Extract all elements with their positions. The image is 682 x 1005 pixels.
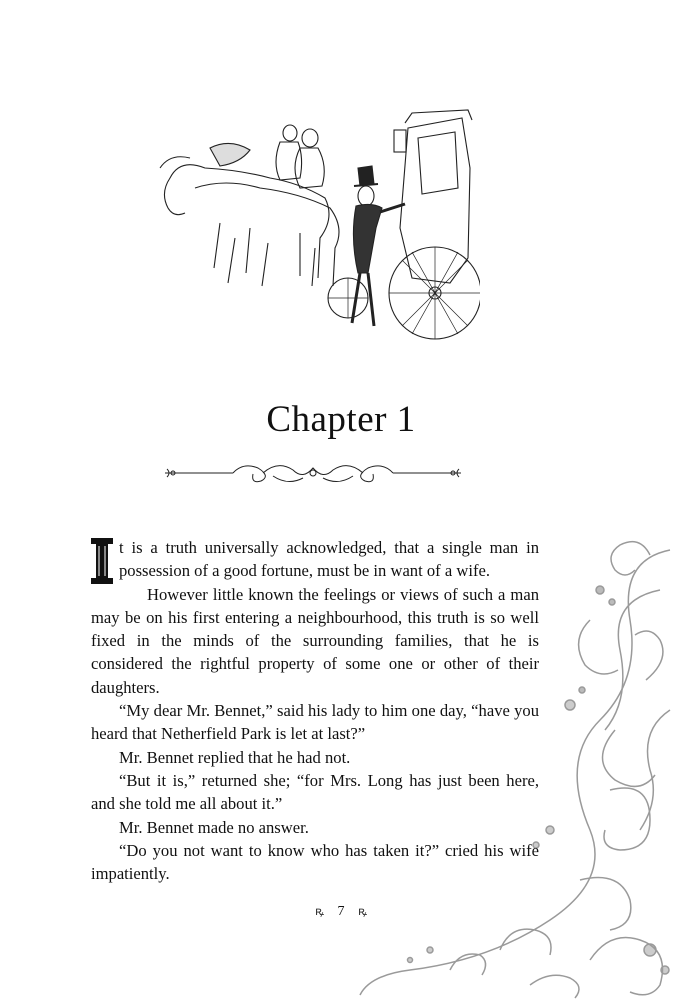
drop-cap (91, 538, 113, 584)
paragraph: t is a truth universally acknowledged, that a single man in possession of a good fortune, must be in want of a wife. (119, 538, 539, 581)
right-ornament-icon: ꝶ (358, 904, 368, 918)
page-footer (0, 902, 682, 920)
paragraph: “But it is,” returned she; “for Mrs. Long has just been here, and she told me all about it.” (91, 770, 539, 814)
paragraph: Mr. Bennet replied that he had not. (119, 747, 351, 767)
paragraph: “My dear Mr. Bennet,” said his lady to him one day, “have you heard that Netherfield Park is let at last?” (91, 701, 539, 744)
carriage-illustration (150, 108, 480, 358)
page-number: 7 (337, 904, 345, 919)
left-ornament-icon: ꝶ (314, 904, 324, 918)
paragraph: Mr. Bennet made no answer. (119, 817, 309, 837)
flourish-divider (163, 456, 463, 490)
chapter-body (91, 536, 539, 885)
paragraph: However little known the feelings or views of such a man may be on his first entering a neighbourhood, this truth is so well fixed in the minds of the surrounding families, that he is considered the rightful property of some one or other of their daughters. (91, 584, 539, 697)
paragraph: “Do you not want to know who has taken it?” cried his wife impatiently. (91, 840, 539, 884)
chapter-title: Chapter 1 (266, 399, 416, 440)
